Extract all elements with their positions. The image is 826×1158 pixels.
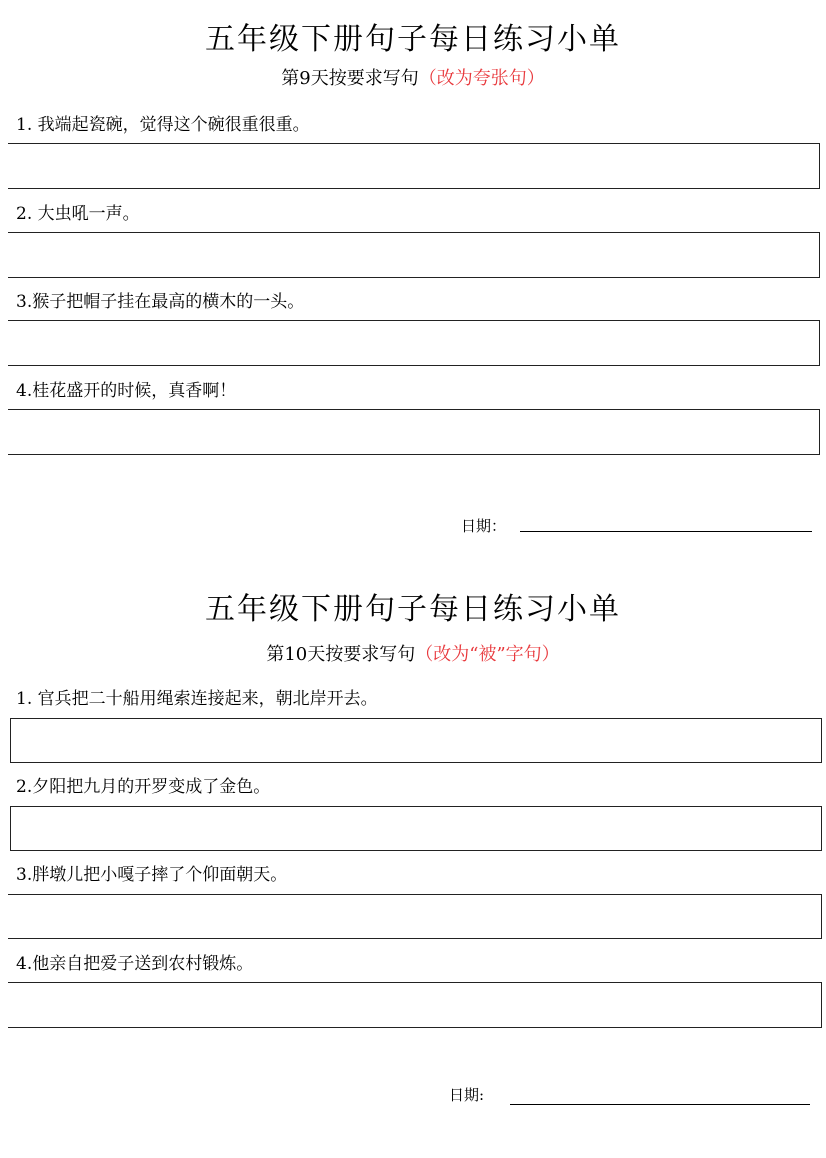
answer-box-2[interactable] (8, 232, 820, 278)
answer-box-3[interactable] (8, 894, 822, 939)
date-input-line[interactable] (510, 1104, 810, 1105)
answer-box-4[interactable] (8, 409, 820, 455)
question-1: 1. 官兵把二十船用绳索连接起来，朝北岸开去。 (16, 689, 378, 709)
subtitle-task: 第9天按要求写句 (281, 68, 419, 89)
worksheet-title: 五年级下册句子每日练习小单 (205, 592, 621, 627)
question-1: 1. 我端起瓷碗，觉得这个碗很重很重。 (16, 115, 310, 135)
question-3: 3.胖墩儿把小嘎子摔了个仰面朝天。 (16, 865, 288, 885)
worksheet-subtitle (0, 67, 826, 91)
answer-box-4[interactable] (8, 982, 822, 1028)
question-2: 2. 大虫吼一声。 (16, 204, 140, 224)
question-4: 4.他亲自把爱子送到农村锻炼。 (16, 954, 254, 974)
question-4: 4.桂花盛开的时候，真香啊！ (16, 381, 237, 401)
question-2: 2.夕阳把九月的开罗变成了金色。 (16, 777, 271, 797)
date-input-line[interactable] (520, 531, 812, 532)
date-label: 日期: (449, 1086, 485, 1104)
worksheet-title: 五年级下册句子每日练习小单 (205, 22, 621, 57)
subtitle-task: 第10天按要求写句 (266, 644, 416, 665)
answer-box-2[interactable] (10, 806, 822, 851)
answer-box-1[interactable] (8, 143, 820, 189)
subtitle-hint: （改为夸张句） (418, 68, 545, 89)
worksheet-subtitle (0, 643, 826, 667)
answer-box-3[interactable] (8, 320, 820, 366)
date-label: 日期： (461, 517, 507, 535)
question-3: 3.猴子把帽子挂在最高的横木的一头。 (16, 292, 305, 312)
answer-box-1[interactable] (10, 718, 822, 763)
subtitle-hint: （改为“被”字句） (415, 644, 560, 665)
